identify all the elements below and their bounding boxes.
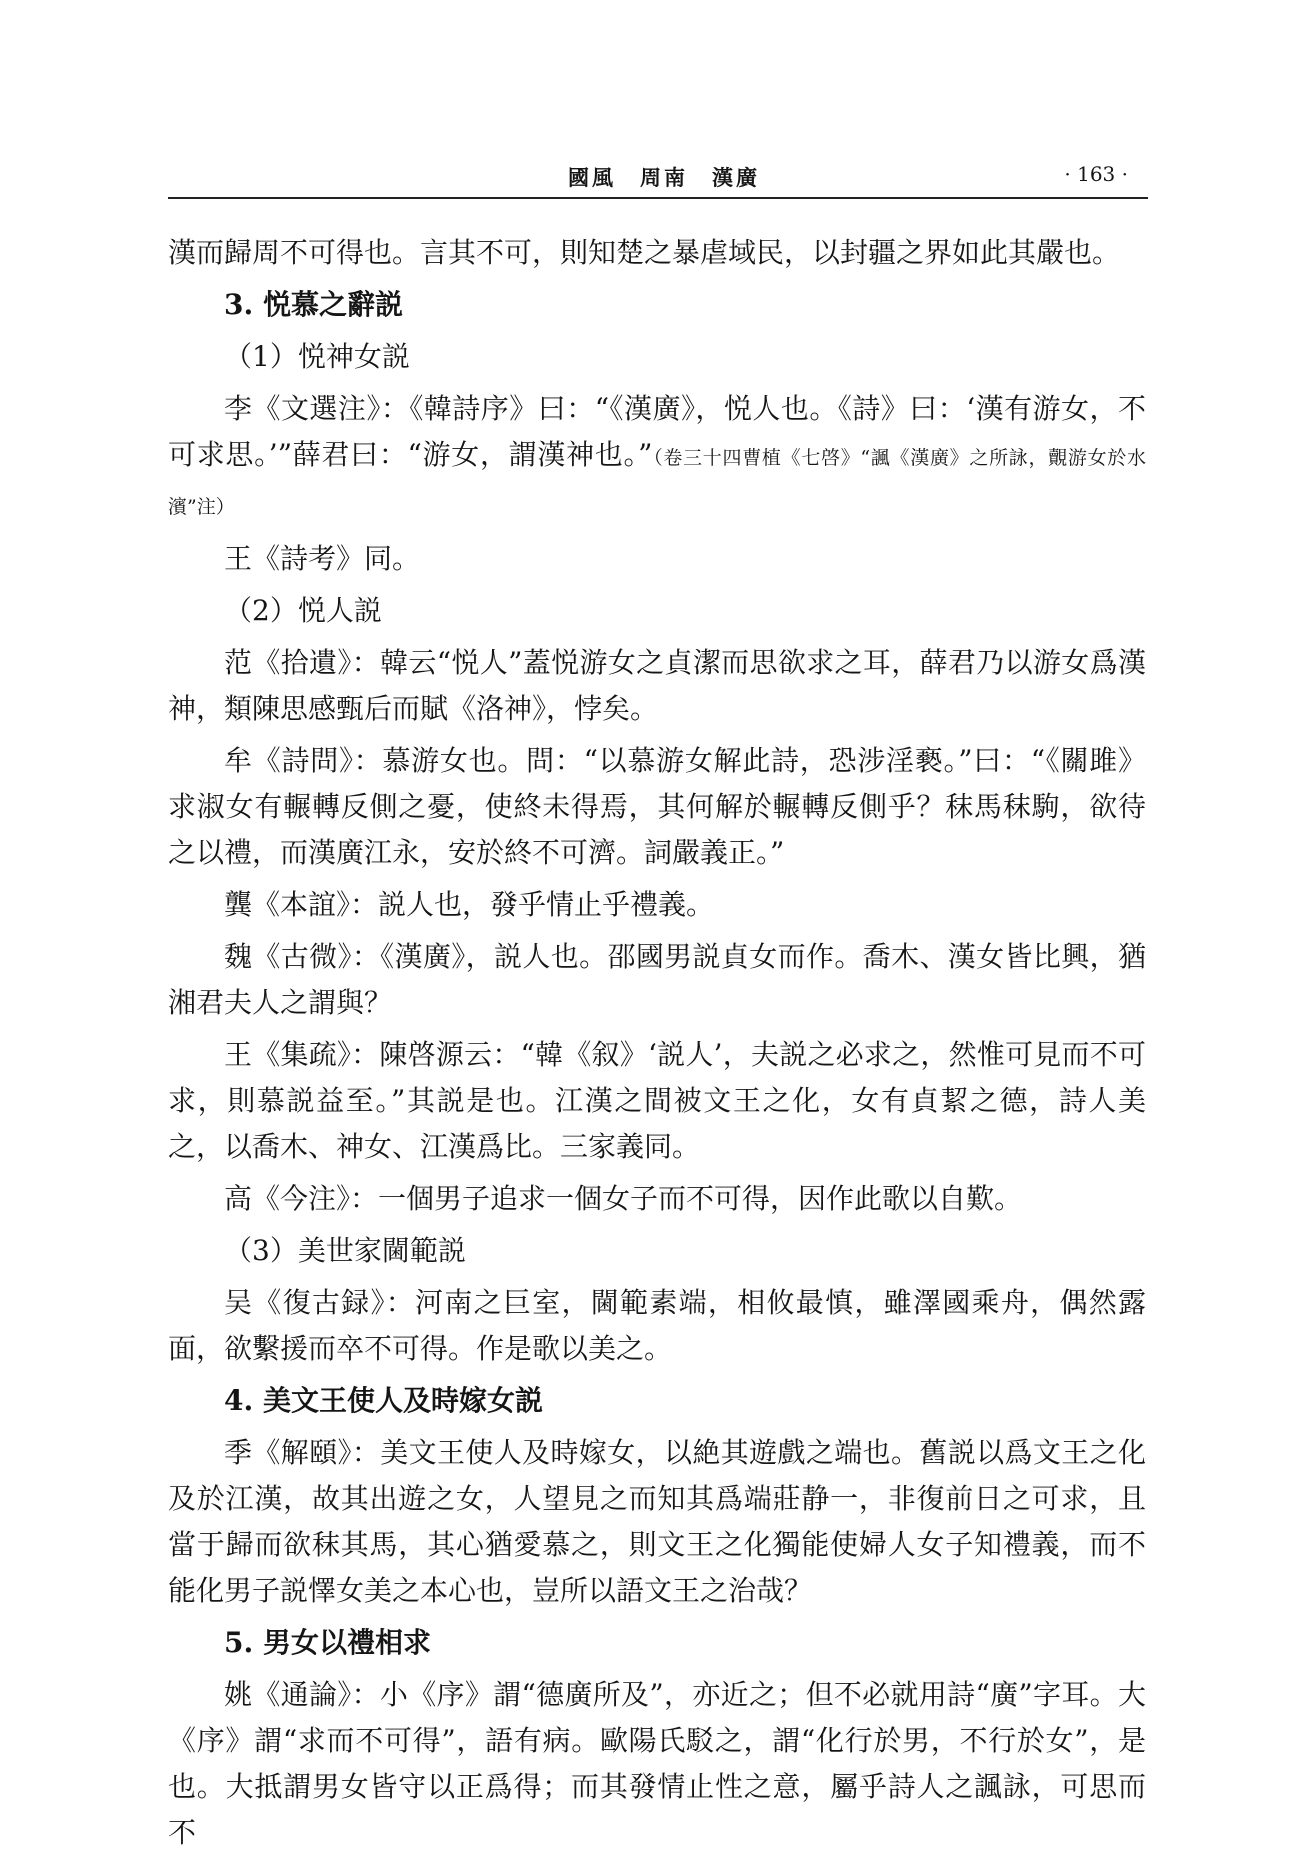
paragraph: 龔《本誼》：説人也，發乎情止乎禮義。: [224, 888, 715, 921]
paragraph: 季《解頤》：美文王使人及時嫁女，以絶其遊戲之端也。舊説以爲文王之化及於江漢，故其出遊之女，人望見之而知其爲端莊静一，非復前日之可求，且當于歸而欲秣其馬，其心猶愛慕之，則文王之化獨能使婦人女子知禮義，而不能化男子説懌女美之本心也，豈所以語文王之治哉？: [168, 1436, 1146, 1607]
subsection-heading: （1）悦神女説: [224, 340, 410, 373]
paragraph: 姚《通論》：小《序》謂“德廣所及”，亦近之；但不必就用詩“廣”字耳。大《序》謂“求而不可得”，語有病。歐陽氏駁之，謂“化行於男，不行於女”，是也。大抵謂男女皆守以正爲得；而其發情止性之意，屬乎詩人之諷詠，可思而不: [168, 1678, 1146, 1849]
section-heading: 5. 男女以禮相求: [224, 1626, 431, 1659]
subsection-heading: （2）悦人説: [224, 594, 382, 627]
subsection-heading: （3）美世家閫範説: [224, 1234, 466, 1267]
paragraph: 王《集疏》：陳啓源云：“韓《叙》‘説人’，夫説之必求之，然惟可見而不可求，則慕説益至。”其説是也。江漢之間被文王之化，女有貞絜之德，詩人美之，以喬木、神女、江漢爲比。三家義同。: [168, 1038, 1146, 1163]
paragraph: 范《拾遺》：韓云“悦人”蓋悦游女之貞潔而思欲求之耳，薛君乃以游女爲漢神，類陳思感甄后而賦《洛神》，悖矣。: [168, 646, 1146, 725]
section-heading: 3. 悦慕之辭説: [224, 288, 403, 321]
paragraph: 王《詩考》同。: [224, 542, 421, 575]
page-body: [168, 230, 1146, 1862]
section-heading: 4. 美文王使人及時嫁女説: [224, 1384, 543, 1417]
paragraph: 高《今注》：一個男子追求一個女子而不可得，因作此歌以自歎。: [224, 1182, 1023, 1215]
header-rule: [168, 197, 1148, 199]
paragraph: 吴《復古録》：河南之巨室，閫範素端，相攸最慎，雖澤國乘舟，偶然露面，欲繫援而卒不可得。作是歌以美之。: [168, 1286, 1146, 1365]
page-number: · 163 ·: [1064, 162, 1128, 186]
paragraph: 魏《古微》：《漢廣》，説人也。邵國男説貞女而作。喬木、漢女皆比興，猶湘君夫人之謂與？: [168, 940, 1146, 1019]
header-title: 國風 周南 漢廣: [568, 165, 760, 190]
paragraph: [168, 386, 1146, 530]
footnote-inline: （卷三十四曹植《七啓》“諷《漢廣》之所詠，覿游女於水濱”注）: [168, 447, 1146, 518]
paragraph-text: 李《文選注》：《韓詩序》曰：“《漢廣》，悦人也。《詩》曰：‘漢有游女，不可求思。’”薛君曰：“游女，謂漢神也。”: [168, 392, 1146, 471]
paragraph: 漢而歸周不可得也。言其不可，則知楚之暴虐域民，以封疆之界如此其嚴也。: [168, 236, 1121, 269]
running-header: [168, 160, 1148, 200]
paragraph: 牟《詩問》：慕游女也。問：“以慕游女解此詩，恐涉淫褻。”曰：“《關雎》求淑女有輾轉反側之憂，使終未得焉，其何解於輾轉反側乎？秣馬秣駒，欲待之以禮，而漢廣江永，安於終不可濟。詞嚴義正。”: [168, 744, 1146, 869]
